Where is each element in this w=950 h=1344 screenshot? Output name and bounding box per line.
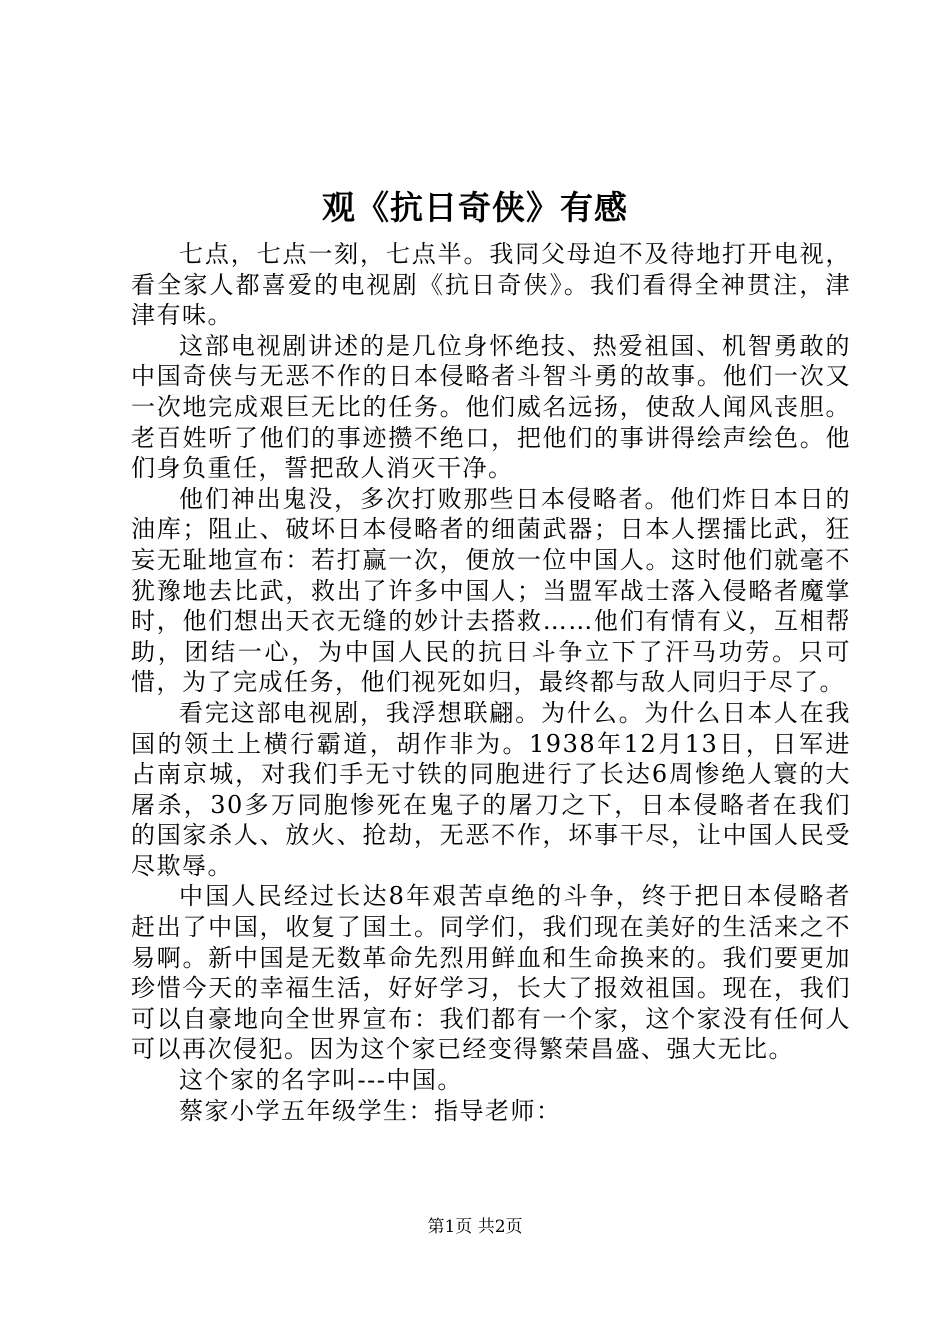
paragraph: 这个家的名字叫---中国。 [179,1066,463,1095]
paragraph: 蔡家小学五年级学生：指导老师： [179,1096,562,1125]
document-title: 观《抗日奇侠》有感 [322,188,628,227]
page-footer: 第1页 共2页 [427,1217,523,1237]
document-body [131,239,851,1126]
paragraph: 中国人民经过长达8年艰苦卓绝的斗争，终于把日本侵略者赶出了中国，收复了国土。同学们，我们现在美好的生活来之不易啊。新中国是无数革命先烈用鲜血和生命换来的。我们要更加珍惜今天的幸福生活，好好学习，长大了报效祖国。现在，我们可以自豪地向全世界宣布：我们都有一个家，这个家没有任何人可以再次侵犯。因为这个家已经变得繁荣昌盛、强大无比。 [131,882,851,1064]
paragraph: 看完这部电视剧，我浮想联翩。为什么。为什么日本人在我国的领土上横行霸道，胡作非为。1938年12月13日，日军进占南京城，对我们手无寸铁的同胞进行了长达6周惨绝人寰的大屠杀，30多万同胞惨死在鬼子的屠刀之下，日本侵略者在我们的国家杀人、放火、抢劫，无恶不作，坏事干尽，让中国人民受尽欺辱。 [131,698,851,880]
paragraph: 七点，七点一刻，七点半。我同父母迫不及待地打开电视，看全家人都喜爱的电视剧《抗日奇侠》。我们看得全神贯注，津津有味。 [131,240,851,330]
paragraph: 这部电视剧讲述的是几位身怀绝技、热爱祖国、机智勇敢的中国奇侠与无恶不作的日本侵略者斗智斗勇的故事。他们一次又一次地完成艰巨无比的任务。他们威名远扬，使敌人闻风丧胆。老百姓听了他们的事迹攒不绝口，把他们的事讲得绘声绘色。他们身负重任，誓把敌人消灭干净。 [131,331,851,483]
paragraph: 他们神出鬼没，多次打败那些日本侵略者。他们炸日本日的油库；阻止、破坏日本侵略者的细菌武器；日本人摆擂比武，狂妄无耻地宣布：若打赢一次，便放一位中国人。这时他们就毫不犹豫地去比武，救出了许多中国人；当盟军战士落入侵略者魔掌时，他们想出天衣无缝的妙计去搭救……他们有情有义，互相帮助，团结一心，为中国人民的抗日斗争立下了汗马功劳。只可惜，为了完成任务，他们视死如归，最终都与敌人同归于尽了。 [131,484,851,697]
